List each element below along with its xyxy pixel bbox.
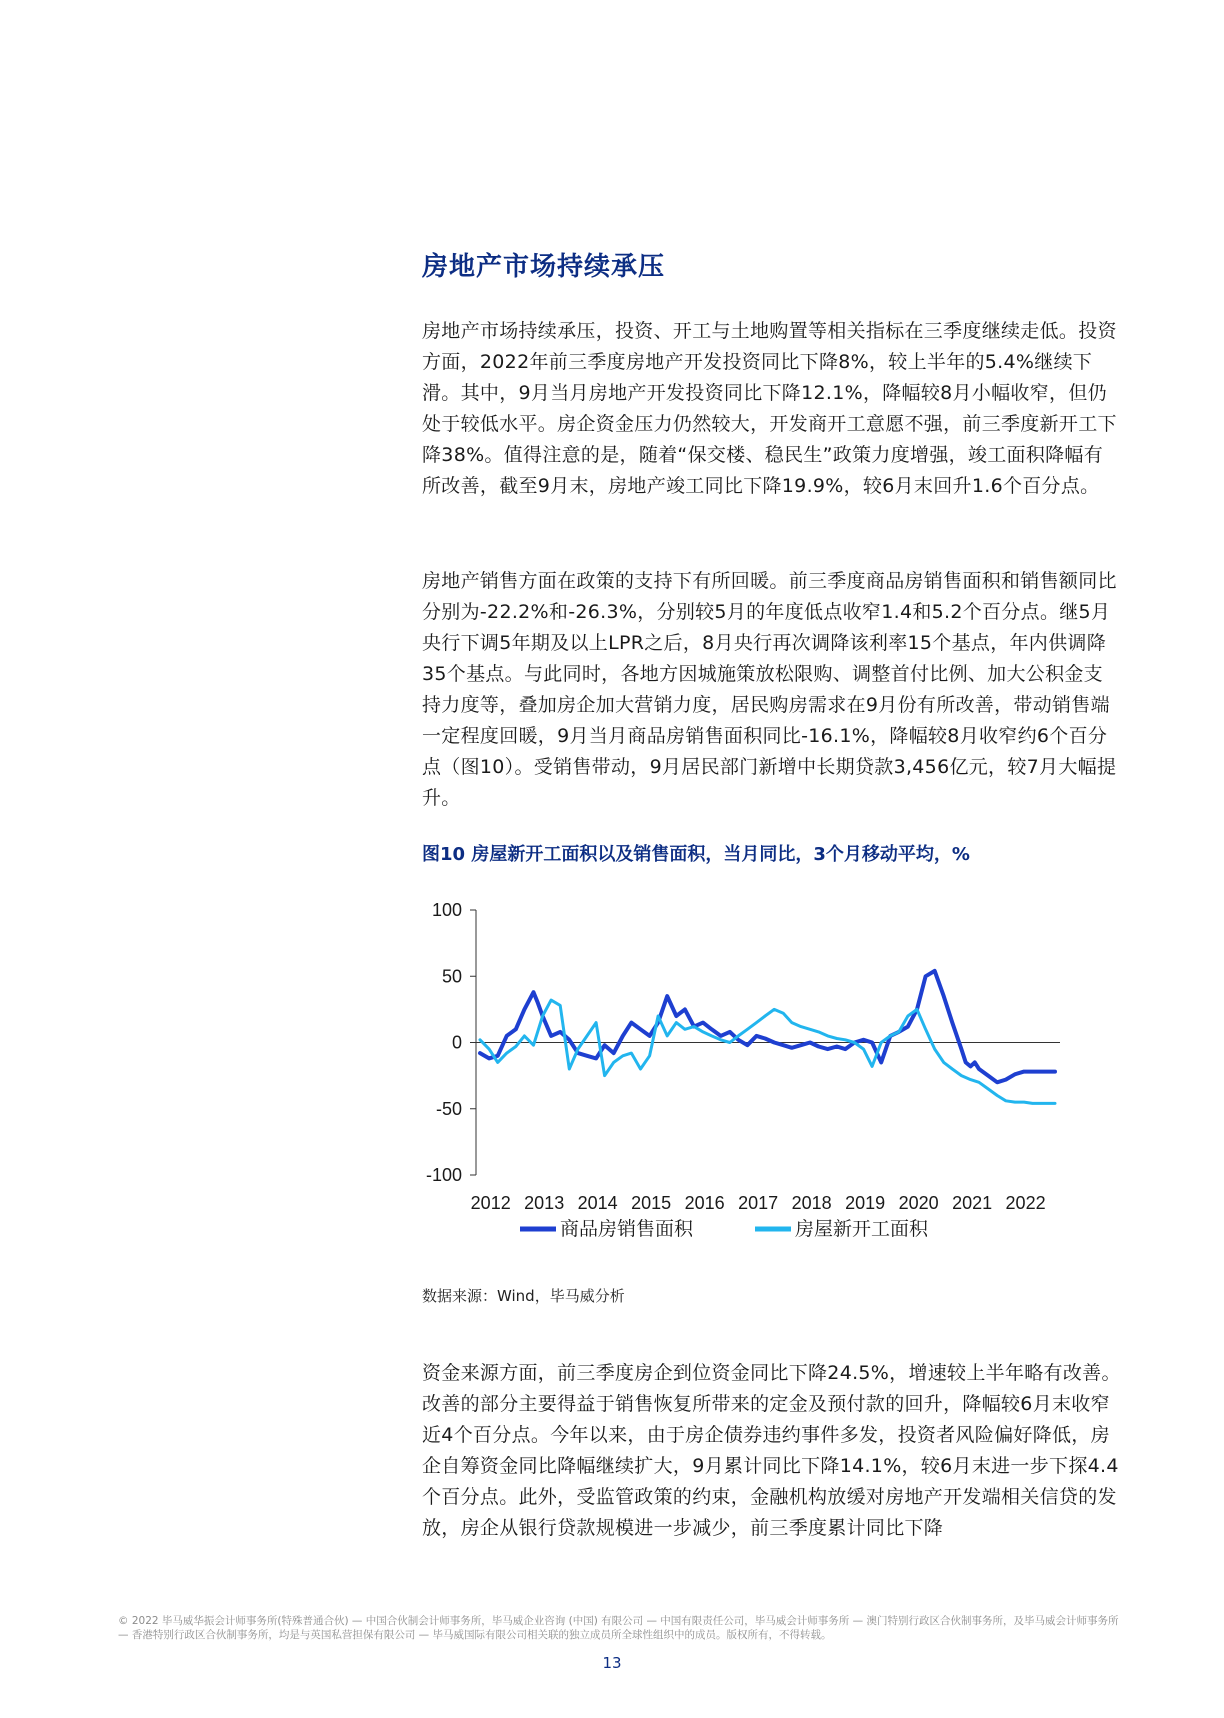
legend-label: 商品房销售面积 [560,1219,694,1240]
section-title: 房地产市场持续承压 [422,252,666,282]
footer-copyright: © 2022 毕马威华振会计师事务所(特殊普通合伙) — 中国合伙制会计师事务所，毕马威企业咨询 (中国) 有限公司 — 中国有限责任公司，毕马威会计师事务所 — 澳门特别行政区合伙制事务所，及毕马威会计师事务所 — 香港特别行政区合伙制事务所，均是与英国私营担保有限公司 — 毕马威国际有限公司相关联的独立成员所全球性组织中的成员。版权所有，不得转载。 [118,1615,1119,1641]
x-tick-label: 2022 [1005,1193,1046,1213]
x-tick-label: 2013 [524,1193,565,1213]
body-paragraph-sales: 房地产销售方面在政策的支持下有所回暖。前三季度商品房销售面积和销售额同比分别为-22.2%和-26.3%，分别较5月的年度低点收窄1.4和5.2个百分点。继5月央行下调5年期及以上LPR之后，8月央行再次调降该利率15个基点，年内供调降35个基点。与此同时，各地方因城施策放松限购、调整首付比例、加大公积金支持力度等，叠加房企加大营销力度，居民购房需求在9月份有所改善，带动销售端一定程度回暖，9月当月商品房销售面积同比-16.1%，降幅较8月收窄约6个百分点（图10）。受销售带动，9月居民部门新增中长期贷款3,456亿元，较7月大幅提升。 [422,570,1117,809]
x-tick-label: 2020 [898,1193,939,1213]
y-tick-label: -100 [425,1165,462,1185]
x-tick-label: 2021 [952,1193,993,1213]
line-chart [410,885,1130,1265]
y-tick-label: 0 [451,1032,462,1053]
x-tick-label: 2012 [470,1193,511,1213]
x-tick-label: 2018 [791,1193,832,1213]
x-tick-label: 2017 [738,1193,779,1213]
series-line-new-starts-area [480,1000,1055,1103]
y-tick-label: 100 [431,900,462,920]
x-tick-label: 2016 [684,1193,725,1213]
body-paragraph-investment: 房地产市场持续承压，投资、开工与土地购置等相关指标在三季度继续走低。投资方面，2022年前三季度房地产开发投资同比下降8%，较上半年的5.4%继续下滑。其中，9月当月房地产开发投资同比下降12.1%，降幅较8月小幅收窄，但仍处于较低水平。房企资金压力仍然较大，开发商开工意愿不强，前三季度新开工下降38%。值得注意的是，随着“保交楼、稳民生”政策力度增强，竣工面积降幅有所改善，截至9月末，房地产竣工同比下降19.9%，较6月末回升1.6个百分点。 [422,320,1117,497]
x-tick-label: 2019 [845,1193,886,1213]
chart-canvas [410,885,1130,1265]
figure-source: 数据来源：Wind，毕马威分析 [422,1287,625,1305]
figure-title: 图10 房屋新开工面积以及销售面积，当月同比，3个月移动平均，% [422,844,970,865]
series-line-sales-area [480,971,1055,1082]
body-paragraph-funding: 资金来源方面，前三季度房企到位资金同比下降24.5%，增速较上半年略有改善。改善的部分主要得益于销售恢复所带来的定金及预付款的回升，降幅较6月末收窄近4个百分点。今年以来，由于房企债券违约事件多发，投资者风险偏好降低，房企自筹资金同比降幅继续扩大，9月累计同比下降14.1%，较6月末进一步下探4.4个百分点。此外，受监管政策的约束，金融机构放缓对房地产开发端相关信贷的发放，房企从银行贷款规模进一步减少，前三季度累计同比下降 [422,1362,1121,1539]
y-tick-label: -50 [435,1098,462,1119]
x-tick-label: 2014 [577,1193,618,1213]
y-tick-label: 50 [441,966,462,987]
page-number: 13 [602,1654,622,1672]
legend-label: 房屋新开工面积 [795,1219,929,1240]
x-tick-label: 2015 [631,1193,672,1213]
